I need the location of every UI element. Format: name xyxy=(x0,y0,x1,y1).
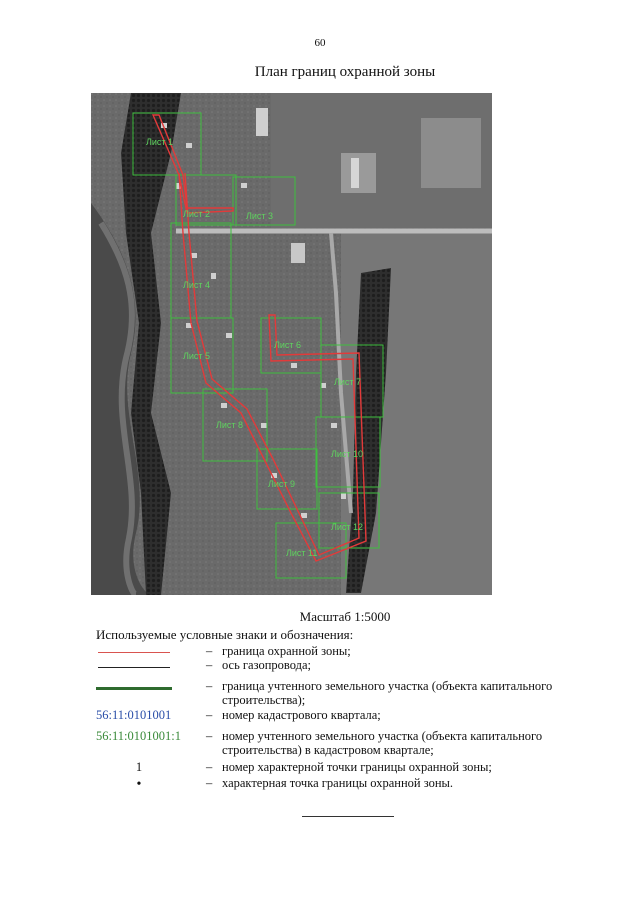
footer-divider xyxy=(302,816,394,817)
legend-dash: – xyxy=(206,679,213,693)
sheet-label: Лист 11 xyxy=(286,548,318,558)
page-number: 60 xyxy=(314,37,326,49)
black-line-icon xyxy=(98,667,170,668)
red-line-icon xyxy=(98,652,170,653)
sheet-label: Лист 8 xyxy=(216,420,244,430)
map-svg xyxy=(91,93,492,595)
legend-dash: – xyxy=(206,658,213,672)
legend-dash: – xyxy=(206,760,213,774)
sheet-label: Лист 6 xyxy=(274,340,302,350)
legend-dash: – xyxy=(206,708,213,722)
green-thick-line-icon xyxy=(96,687,172,690)
sheet-label: Лист 1 xyxy=(146,137,174,147)
legend-symbol-blue-text: 56:11:0101001 xyxy=(96,708,172,722)
legend-description: граница учтенного земельного участка (объекта капитального строительства); xyxy=(222,679,553,707)
legend-dash: – xyxy=(206,644,213,658)
legend-dash: – xyxy=(206,729,213,743)
sheet-label: Лист 9 xyxy=(268,479,296,489)
sheet-label: Лист 10 xyxy=(331,449,364,459)
legend-description: граница охранной зоны; xyxy=(222,644,351,658)
legend-heading: Используемые условные знаки и обозначения: xyxy=(96,627,354,642)
legend-description: ось газопровода; xyxy=(222,658,312,672)
dot-icon: • xyxy=(136,777,142,792)
sheet-label: Лист 3 xyxy=(246,211,274,221)
legend-description: номер кадастрового квартала; xyxy=(222,708,381,722)
sheet-label: Лист 2 xyxy=(183,209,211,219)
sheet-label: Лист 12 xyxy=(331,522,364,532)
aerial-map xyxy=(91,93,492,595)
legend-symbol-green-text: 56:11:0101001:1 xyxy=(96,729,181,743)
legend-description: номер характерной точки границы охранной зоны; xyxy=(222,760,492,774)
sheet-label: Лист 7 xyxy=(334,377,362,387)
page-title: План границ охранной зоны xyxy=(254,64,436,80)
legend-description: номер учтенного земельного участка (объекта капитального строительства) в кадастровом квартале; xyxy=(222,729,543,757)
legend-description: характерная точка границы охранной зоны. xyxy=(222,776,454,790)
legend-symbol-number: 1 xyxy=(135,760,143,774)
map-scale: Масштаб 1:5000 xyxy=(299,609,391,624)
sheet-label: Лист 5 xyxy=(183,351,211,361)
sheet-label: Лист 4 xyxy=(183,280,211,290)
legend-dash: – xyxy=(206,776,213,790)
